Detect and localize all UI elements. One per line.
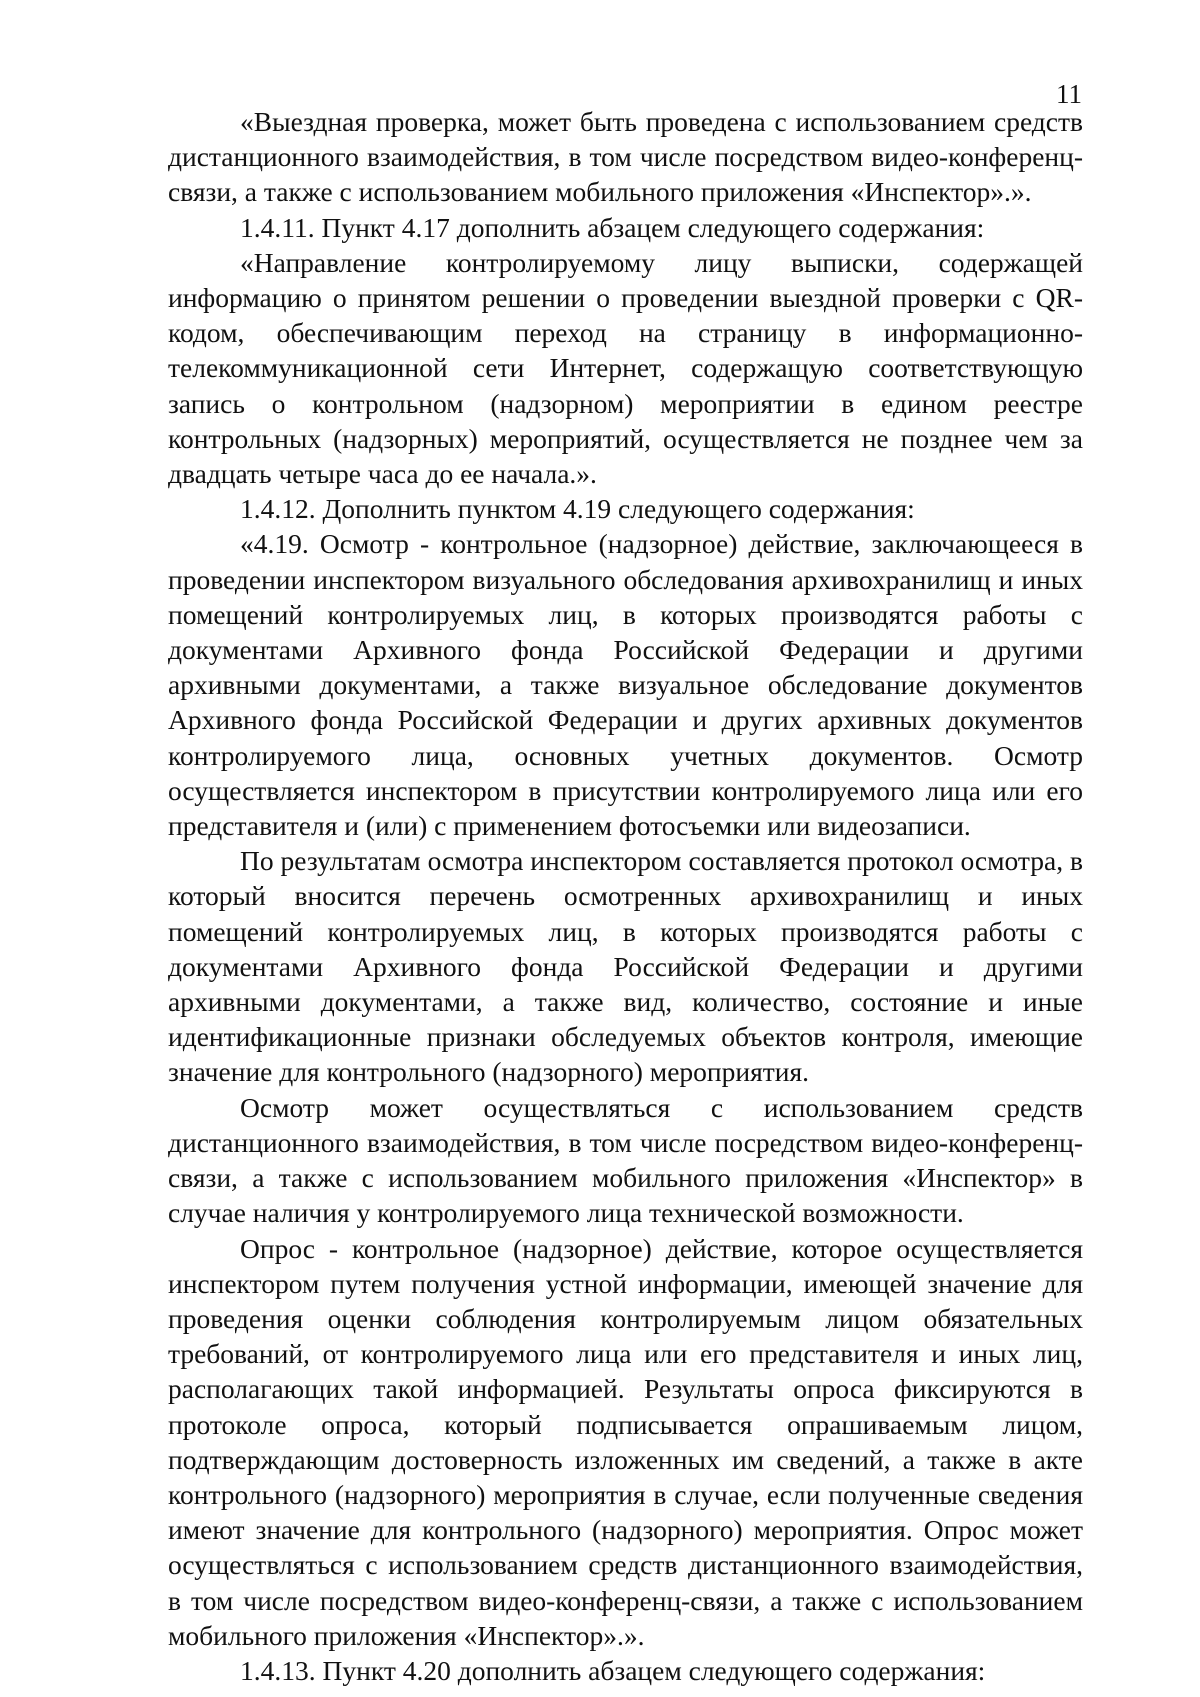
paragraph-item-1-4-12: 1.4.12. Дополнить пунктом 4.19 следующего содержания: [240, 493, 915, 525]
page-number: 11 [1056, 79, 1082, 109]
paragraph-item-1-4-11: 1.4.11. Пункт 4.17 дополнить абзацем следующего содержания: [240, 211, 985, 243]
paragraph-qr-code-notice: «Направление контролируемому лицу выписки, содержащей информацию о принятом решении о проведении выездной проверки с QR-кодом, обеспечивающим переход на страницу в информационно-телекоммуникационной сети Интернет, содержащую соответствующую запись о контрольном (надзорном) мероприятии в едином реестре контрольных (надзорных) мероприятий, осуществляется не позднее чем за двадцать четыре часа до ее начала.». [168, 246, 1083, 490]
paragraph-item-1-4-13: 1.4.13. Пункт 4.20 дополнить абзацем следующего содержания: [240, 1654, 986, 1686]
paragraph-inspection-protocol: По результатам осмотра инспектором составляется протокол осмотра, в который вносится перечень осмотренных архивохранилищ и иных помещений контролируемых лиц, в которых производятся работы с документами Архивного фонда Российской Федерации и другими архивными документами, а также вид, количество, состояние и иные идентификационные признаки обследуемых объектов контроля, имеющие значение для контрольного (надзорного) мероприятия. [168, 845, 1083, 1088]
paragraph-survey: Опрос - контрольное (надзорное) действие, которое осуществляется инспектором путем получения устной информации, имеющей значение для проведения оценки соблюдения контролируемым лицом обязательных требований, от контролируемого лица или его представителя и иных лиц, располагающих такой информацией. Результаты опроса фиксируются в протоколе опроса, который подписывается опрашиваемым лицом, подтверждающим достоверность изложенных им сведений, а также в акте контрольного (надзорного) мероприятия в случае, если полученные сведения имеют значение для контрольного (надзорного) мероприятия. Опрос может осуществляться с использованием средств дистанционного взаимодействия, в том числе посредством видео-конференц-связи, а также с использованием мобильного приложения «Инспектор».». [168, 1232, 1083, 1651]
paragraph-inspection-4-19: «4.19. Осмотр - контрольное (надзорное) действие, заключающееся в проведении инспектором визуального обследования архивохранилищ и иных помещений контролируемых лиц, в которых производятся работы с документами Архивного фонда Российской Федерации и другими архивными документами, а также визуальное обследование документов Архивного фонда Российской Федерации и других архивных документов контролируемого лица, основных учетных документов. Осмотр осуществляется инспектором в присутствии контролируемого лица или его представителя и (или) с применением фотосъемки или видеозаписи. [168, 528, 1083, 842]
paragraph-onsite-inspection-remote: «Выездная проверка, может быть проведена с использованием средств дистанционного взаимодействия, в том числе посредством видео-конференц-связи, а также с использованием мобильного приложения «Инспектор».». [168, 106, 1083, 208]
paragraph-inspection-remote: Осмотр может осуществляться с использованием средств дистанционного взаимодействия, в том числе посредством видео-конференц-связи, а также с использованием мобильного приложения «Инспектор» в случае наличия у контролируемого лица технической возможности. [168, 1091, 1083, 1229]
document-body [168, 104, 1083, 1688]
